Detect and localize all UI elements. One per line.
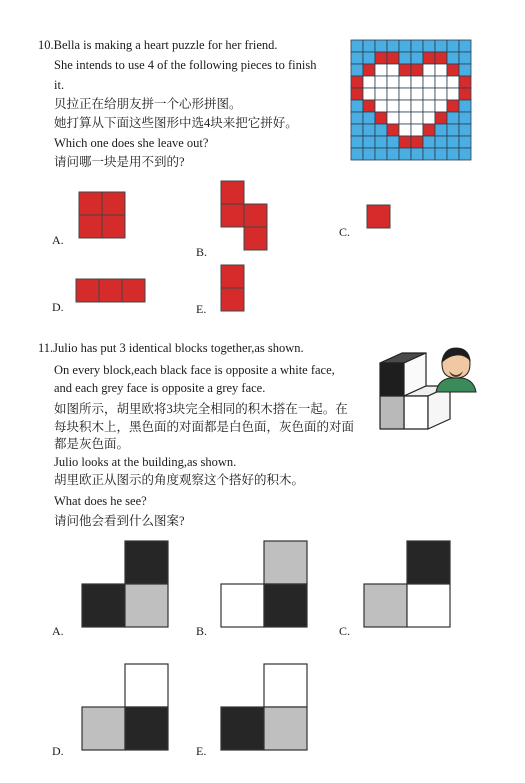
heart-grid-cell <box>387 52 399 64</box>
heart-grid-cell <box>423 148 435 160</box>
q10-option-e-label[interactable]: E. <box>196 302 207 316</box>
heart-grid-cell <box>363 124 375 136</box>
heart-grid-cell <box>387 64 399 76</box>
heart-grid-cell <box>435 52 447 64</box>
heart-grid-cell <box>411 76 423 88</box>
piece-a-cell <box>79 215 102 238</box>
heart-grid-cell <box>387 148 399 160</box>
q11-ask: What does he see? <box>54 494 147 508</box>
right-block-top-face <box>404 386 450 396</box>
heart-grid-cell <box>411 136 423 148</box>
heart-grid-cell <box>399 64 411 76</box>
heart-grid-cell <box>423 112 435 124</box>
heart-grid-cell <box>411 40 423 52</box>
q10-ask: Which one does she leave out? <box>54 136 209 150</box>
heart-grid-cell <box>399 40 411 52</box>
q10-zh1: 贝拉正在给朋友拼一个心形拼图。 <box>54 97 242 111</box>
heart-grid-cell <box>399 76 411 88</box>
heart-grid-cell <box>399 112 411 124</box>
heart-grid-cell <box>387 40 399 52</box>
heart-grid-cell <box>351 136 363 148</box>
piece-e-cell <box>221 265 244 288</box>
heart-grid-cell <box>375 148 387 160</box>
heart-grid-cell <box>435 100 447 112</box>
heart-grid-cell <box>459 136 471 148</box>
heart-grid-cell <box>423 40 435 52</box>
heart-grid-cell <box>459 100 471 112</box>
heart-grid-cell <box>351 76 363 88</box>
heart-grid-cell <box>363 40 375 52</box>
heart-grid-cell <box>435 148 447 160</box>
heart-grid-cell <box>387 76 399 88</box>
heart-grid-cell <box>387 88 399 100</box>
heart-grid-cell <box>387 112 399 124</box>
heart-grid-cell <box>363 88 375 100</box>
heart-grid-cell <box>411 148 423 160</box>
heart-grid-cell <box>363 112 375 124</box>
q11-option-b-square <box>221 584 264 627</box>
q11-line3: Julio looks at the building,as shown. <box>54 455 237 469</box>
heart-grid-cell <box>411 100 423 112</box>
heart-grid-cell <box>351 52 363 64</box>
heart-grid-cell <box>435 64 447 76</box>
heart-grid-cell <box>399 100 411 112</box>
q11-option-d-square <box>82 707 125 750</box>
q10-option-d-label[interactable]: D. <box>52 300 64 314</box>
q11-option-e-label[interactable]: E. <box>196 744 207 758</box>
heart-grid-cell <box>351 124 363 136</box>
q11-option-c-square <box>407 584 450 627</box>
q11-title: 11.Julio has put 3 identical blocks together,as shown. <box>38 341 304 355</box>
heart-grid-cell <box>375 40 387 52</box>
piece-a-cell <box>102 215 125 238</box>
heart-grid-cell <box>435 136 447 148</box>
heart-grid-cell <box>423 100 435 112</box>
q11-zh5: 请问他会看到什么图案? <box>54 514 185 528</box>
heart-grid-cell <box>411 124 423 136</box>
heart-grid-cell <box>363 52 375 64</box>
heart-grid-cell <box>459 64 471 76</box>
q10-zh3: 请问哪一块是用不到的? <box>54 155 185 169</box>
piece-b-cell <box>244 227 267 250</box>
q11-option-d-label[interactable]: D. <box>52 744 64 758</box>
q11-zh3: 都是灰色面。 <box>54 437 130 451</box>
q10-option-c-label[interactable]: C. <box>339 225 351 239</box>
heart-grid-cell <box>435 124 447 136</box>
heart-grid-cell <box>363 148 375 160</box>
heart-grid-cell <box>387 124 399 136</box>
heart-grid-cell <box>363 64 375 76</box>
heart-grid-cell <box>399 136 411 148</box>
heart-grid-cell <box>375 64 387 76</box>
heart-grid-cell <box>351 100 363 112</box>
heart-grid-cell <box>399 88 411 100</box>
q11-option-d-square <box>125 707 168 750</box>
heart-grid-cell <box>447 124 459 136</box>
q11-zh1: 如图所示，胡里欧将3块完全相同的积木搭在一起。在 <box>54 402 348 416</box>
heart-grid-cell <box>399 124 411 136</box>
q11-option-b-square <box>264 541 307 584</box>
q11-option-a-square <box>125 584 168 627</box>
q11-option-a-square <box>82 584 125 627</box>
heart-grid-cell <box>351 148 363 160</box>
heart-grid-cell <box>447 52 459 64</box>
heart-grid-cell <box>423 136 435 148</box>
heart-grid-cell <box>423 52 435 64</box>
q11-option-b-square <box>264 584 307 627</box>
heart-grid-cell <box>423 64 435 76</box>
heart-grid-cell <box>351 88 363 100</box>
heart-grid-cell <box>387 100 399 112</box>
q11-option-e-square <box>264 664 307 707</box>
heart-grid-cell <box>423 76 435 88</box>
q10-line1: She intends to use 4 of the following pieces to finish <box>54 58 317 72</box>
heart-grid-cell <box>399 148 411 160</box>
q11-option-e-square <box>264 707 307 750</box>
heart-grid-cell <box>447 100 459 112</box>
heart-grid-cell <box>435 76 447 88</box>
top-block-front-face <box>380 363 404 396</box>
heart-grid-cell <box>435 88 447 100</box>
heart-grid-cell <box>375 52 387 64</box>
heart-grid-cell <box>459 124 471 136</box>
right-block-front-face <box>404 396 428 429</box>
q11-zh4: 胡里欧正从图示的角度观察这个搭好的积木。 <box>54 473 305 487</box>
q11-option-a-square <box>125 541 168 584</box>
heart-grid-cell <box>423 88 435 100</box>
person-icon <box>436 348 476 392</box>
heart-grid-cell <box>423 124 435 136</box>
top-block-side-face <box>404 353 426 396</box>
piece-a-cell <box>102 192 125 215</box>
heart-grid-cell <box>459 76 471 88</box>
piece-b-cell <box>221 204 244 227</box>
heart-grid-cell <box>411 64 423 76</box>
piece-d-cell <box>76 279 99 302</box>
heart-grid-cell <box>459 40 471 52</box>
heart-grid-cell <box>435 40 447 52</box>
piece-b-cell <box>221 181 244 204</box>
heart-grid-cell <box>351 112 363 124</box>
heart-grid-cell <box>447 76 459 88</box>
right-block-side-face <box>428 386 450 429</box>
q11-option-d-square <box>125 664 168 707</box>
heart-grid-cell <box>375 124 387 136</box>
heart-grid-cell <box>447 64 459 76</box>
heart-grid-cell <box>411 112 423 124</box>
q10-option-b-label[interactable]: B. <box>196 245 208 259</box>
heart-grid-cell <box>363 100 375 112</box>
piece-d-cell <box>99 279 122 302</box>
heart-grid-cell <box>459 148 471 160</box>
heart-grid-cell <box>411 52 423 64</box>
q11-option-e-square <box>221 707 264 750</box>
piece-c-cell <box>367 205 390 228</box>
q11-option-b-label[interactable]: B. <box>196 624 208 638</box>
heart-grid-cell <box>363 136 375 148</box>
piece-d-cell <box>122 279 145 302</box>
heart-grid-cell <box>447 88 459 100</box>
q10-zh2: 她打算从下面这些图形中选4块来把它拼好。 <box>54 116 298 130</box>
heart-grid-cell <box>351 40 363 52</box>
q10-option-a-label[interactable]: A. <box>52 233 64 247</box>
heart-grid-cell <box>375 88 387 100</box>
heart-grid-cell <box>459 52 471 64</box>
piece-a-cell <box>79 192 102 215</box>
heart-grid-cell <box>399 52 411 64</box>
heart-grid-cell <box>387 136 399 148</box>
heart-grid-cell <box>375 100 387 112</box>
heart-grid-cell <box>447 40 459 52</box>
q11-option-c-label[interactable]: C. <box>339 624 351 638</box>
q10-line2: it. <box>54 78 65 92</box>
q11-option-c-square <box>364 584 407 627</box>
heart-grid-cell <box>459 112 471 124</box>
heart-grid-cell <box>375 76 387 88</box>
top-block-top-face <box>380 353 426 363</box>
heart-grid-cell <box>447 136 459 148</box>
heart-grid-cell <box>375 112 387 124</box>
heart-grid-cell <box>447 112 459 124</box>
heart-grid-cell <box>447 148 459 160</box>
q11-line2: and each grey face is opposite a grey face. <box>54 381 266 395</box>
heart-grid-cell <box>435 112 447 124</box>
heart-grid-cell <box>363 76 375 88</box>
piece-e-cell <box>221 288 244 311</box>
q11-line1: On every block,each black face is opposite a white face, <box>54 363 335 377</box>
heart-grid-cell <box>375 136 387 148</box>
q11-option-c-square <box>407 541 450 584</box>
q10-title: 10.Bella is making a heart puzzle for her friend. <box>38 38 278 52</box>
heart-grid-cell <box>411 88 423 100</box>
heart-grid-cell <box>351 64 363 76</box>
q11-option-a-label[interactable]: A. <box>52 624 64 638</box>
piece-b-cell <box>244 204 267 227</box>
q11-zh2: 每块积木上，黑色面的对面都是白色面，灰色面的对面 <box>54 420 355 434</box>
heart-grid-cell <box>459 88 471 100</box>
bottom-block-front-face <box>380 396 404 429</box>
